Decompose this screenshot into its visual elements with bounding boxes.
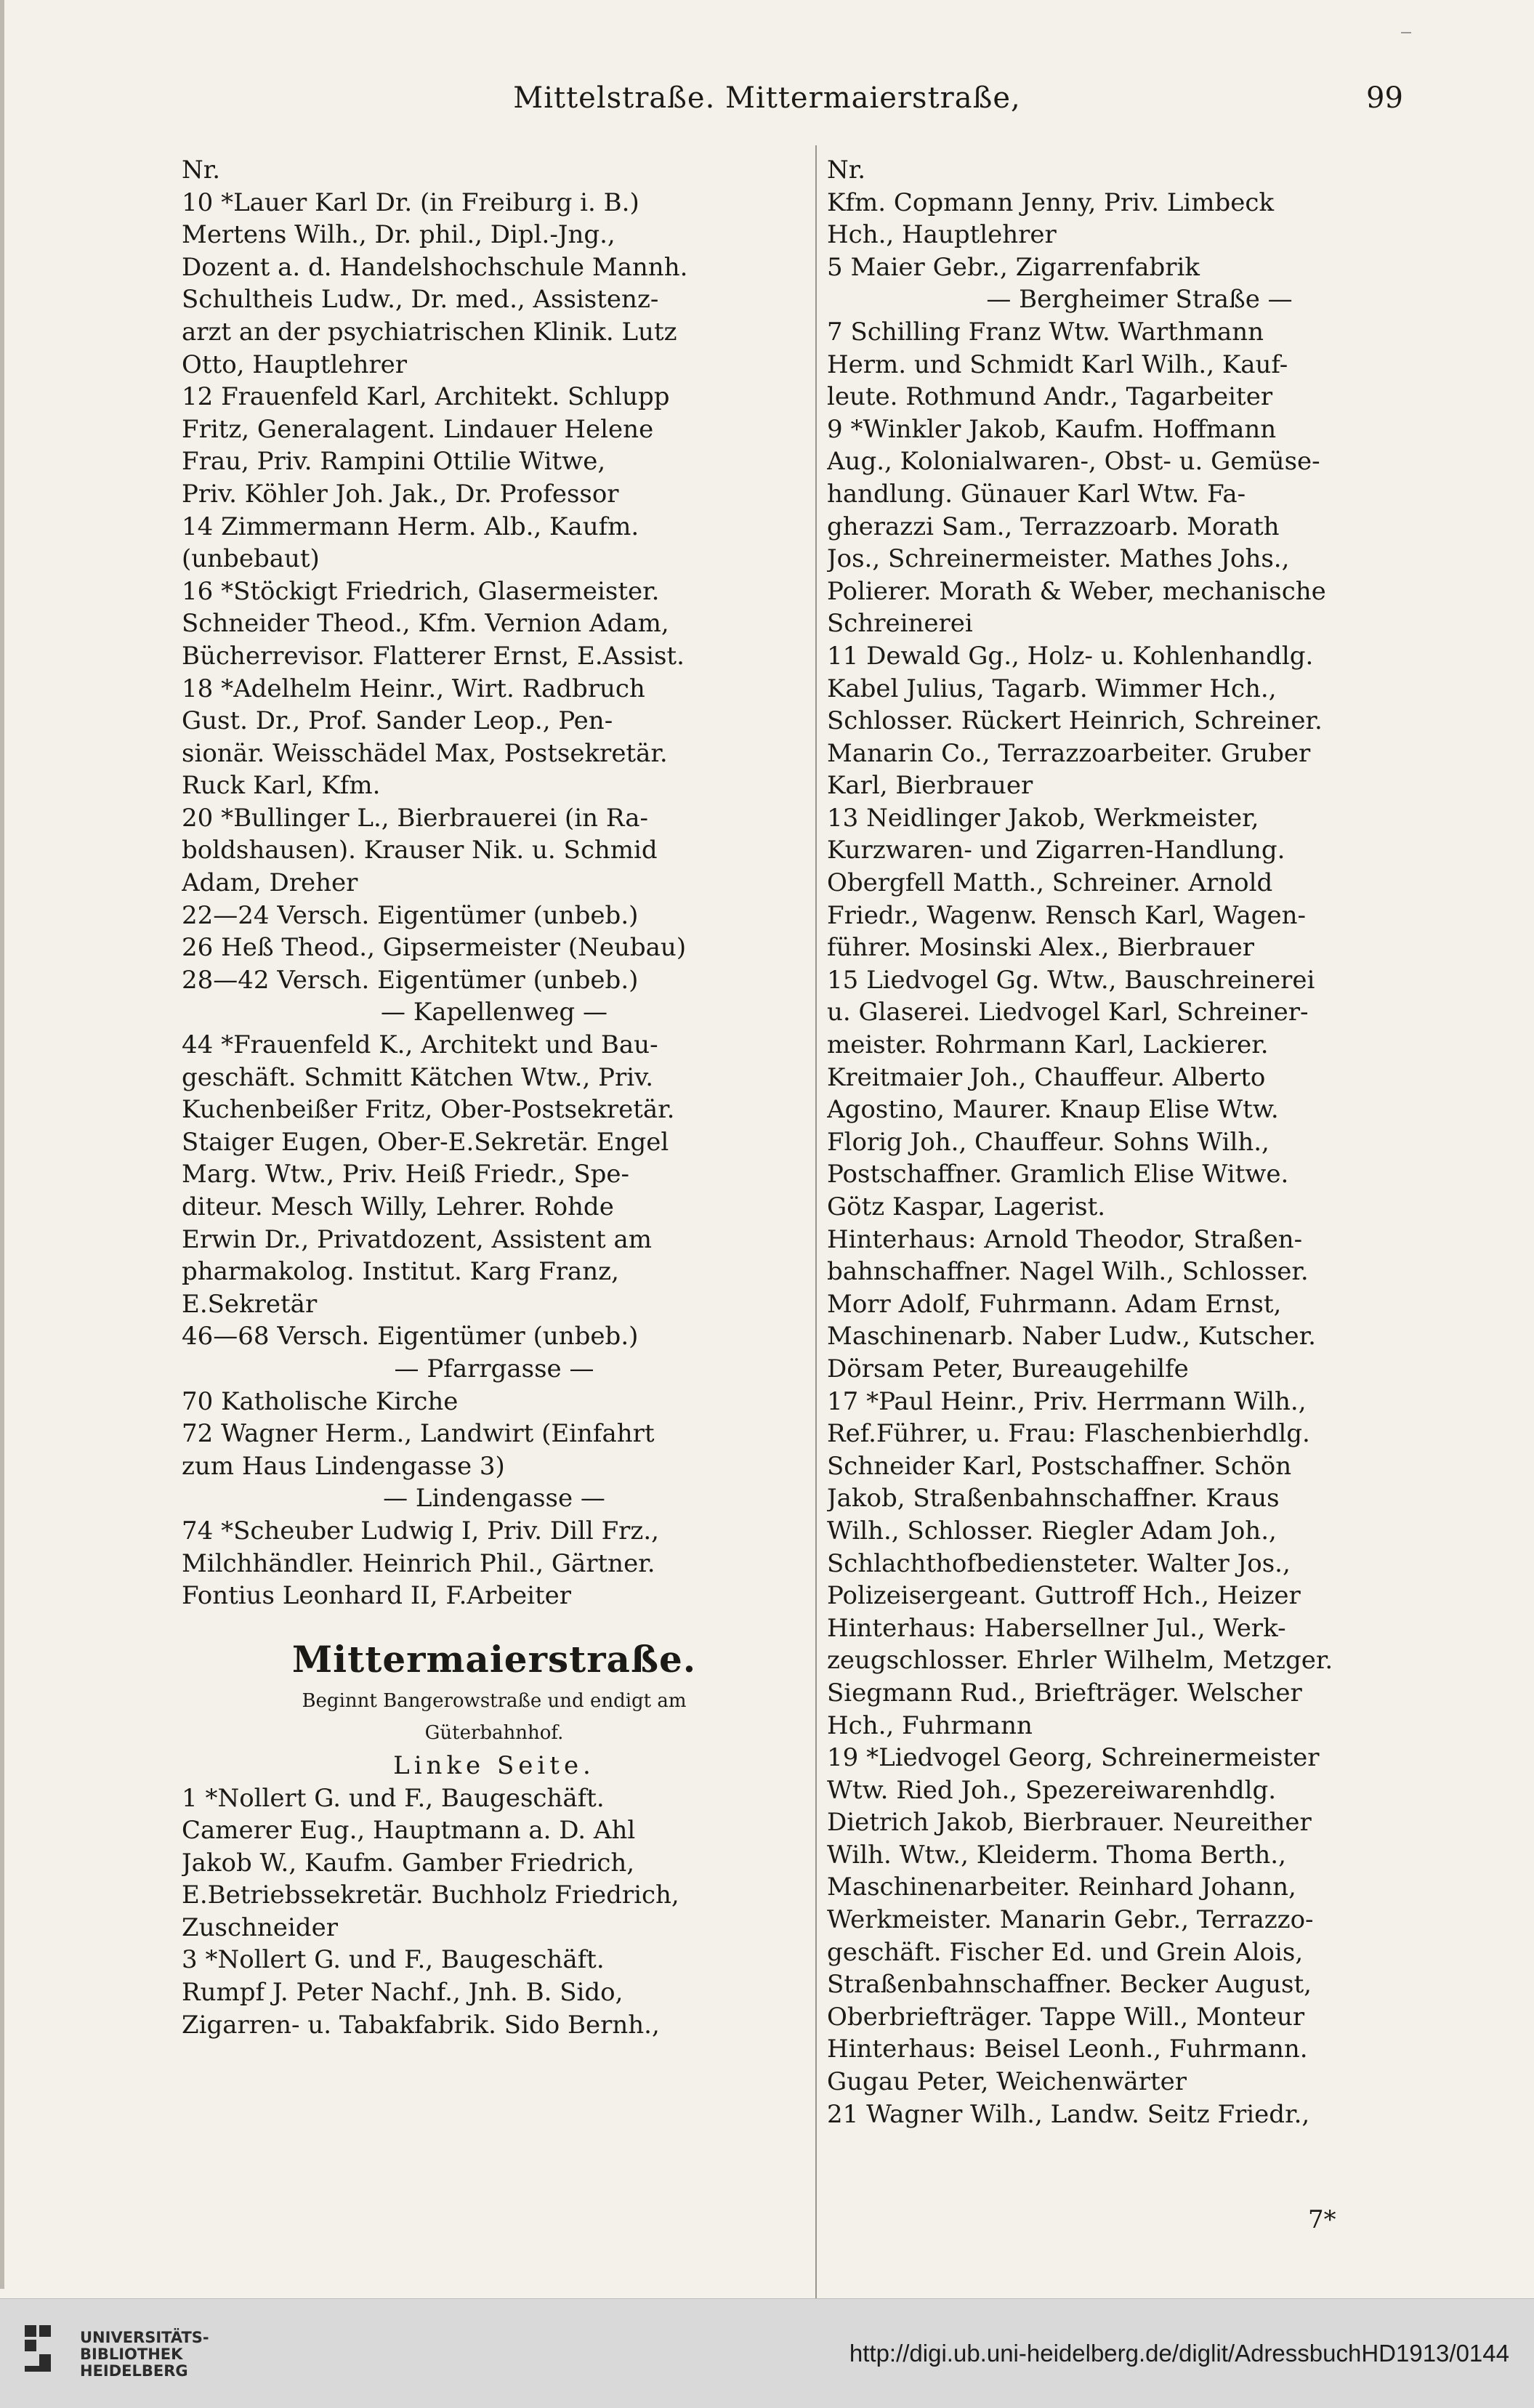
street-crossing: — Lindengasse —	[383, 1484, 605, 1514]
library-name-line: HEIDELBERG	[80, 2362, 188, 2380]
entry-line: 7 Schilling Franz Wtw. Warthmann	[827, 317, 1264, 347]
entry-line: 18 *Adelhelm Heinr., Wirt. Radbruch	[182, 674, 645, 703]
entry-line: Mertens Wilh., Dr. phil., Dipl.-Jng.,	[182, 220, 615, 250]
entry-line: geschäft. Schmitt Kätchen Wtw., Priv.	[182, 1062, 654, 1092]
scan-edge	[0, 0, 20, 2289]
entry-line: Rumpf J. Peter Nachf., Jnh. B. Sido,	[182, 1978, 623, 2008]
entry-line: 19 *Liedvogel Georg, Schreinermeister	[827, 1743, 1320, 1773]
street-crossing: — Kapellenweg —	[381, 998, 607, 1027]
entry-line: 9 *Winkler Jakob, Kaufm. Hoffmann	[827, 414, 1277, 444]
right-column	[827, 154, 1452, 2130]
entry-line: Hinterhaus: Habersellner Jul., Werk-	[827, 1613, 1286, 1643]
entry-line: Fritz, Generalagent. Lindauer Helene	[182, 414, 654, 444]
entry-line: 72 Wagner Herm., Landwirt (Einfahrt	[182, 1419, 655, 1449]
entry-line: diteur. Mesch Willy, Lehrer. Rohde	[182, 1192, 614, 1221]
entry-line: Bücherrevisor. Flatterer Ernst, E.Assist.	[182, 641, 685, 671]
entry-line: 11 Dewald Gg., Holz- u. Kohlenhandlg.	[827, 641, 1314, 671]
spacer	[182, 1612, 807, 1634]
entry-line: 16 *Stöckigt Friedrich, Glasermeister.	[182, 576, 660, 606]
entry-line: Manarin Co., Terrazzoarbeiter. Gruber	[827, 738, 1311, 768]
entry-line: Jos., Schreinermeister. Mathes Johs.,	[827, 544, 1290, 574]
entry-line: Straßenbahnschaffner. Becker August,	[827, 1970, 1312, 2000]
section-subtitle: Beginnt Bangerowstraße und endigt am	[302, 1689, 687, 1712]
side-heading: Linke Seite.	[393, 1750, 595, 1780]
entry-line: 26 Heß Theod., Gipsermeister (Neubau)	[182, 933, 687, 963]
scan-mark	[1401, 32, 1411, 33]
entry-line: Schultheis Ludw., Dr. med., Assistenz-	[182, 285, 659, 315]
entry-line: Dörsam Peter, Bureaugehilfe	[827, 1354, 1189, 1383]
entry-line: Herm. und Schmidt Karl Wilh., Kauf-	[827, 350, 1288, 379]
entry-line: Ref.Führer, u. Frau: Flaschenbierhdlg.	[827, 1419, 1310, 1449]
entry-line: meister. Rohrmann Karl, Lackierer.	[827, 1030, 1269, 1060]
entry-line: geschäft. Fischer Ed. und Grein Alois,	[827, 1937, 1304, 1967]
entry-line: Polizeisergeant. Guttroff Hch., Heizer	[827, 1581, 1301, 1611]
entry-line: Kuchenbeißer Fritz, Ober-Postsekretär.	[182, 1095, 675, 1125]
entry-line: Kabel Julius, Tagarb. Wimmer Hch.,	[827, 674, 1277, 703]
entry-line: Karl, Bierbrauer	[827, 771, 1033, 801]
entry-line: Frau, Priv. Rampini Ottilie Witwe,	[182, 447, 606, 477]
entry-line: Kfm. Copmann Jenny, Priv. Limbeck	[827, 187, 1275, 217]
column-heading: Nr.	[182, 155, 221, 185]
entry-line: Aug., Kolonialwaren-, Obst- u. Gemüse-	[827, 447, 1320, 477]
entry-line: Oberbriefträger. Tappe Will., Monteur	[827, 2002, 1305, 2032]
entry-line: Dozent a. d. Handelshochschule Mannh.	[182, 252, 688, 282]
entry-line: 46—68 Versch. Eigentümer (unbeb.)	[182, 1322, 639, 1352]
entry-line: Florig Joh., Chauffeur. Sohns Wilh.,	[827, 1127, 1269, 1157]
entry-line: u. Glaserei. Liedvogel Karl, Schreiner-	[827, 998, 1309, 1027]
entry-line: Ruck Karl, Kfm.	[182, 771, 381, 801]
entry-line: 10 *Lauer Karl Dr. (in Freiburg i. B.)	[182, 187, 639, 217]
entry-line: Götz Kaspar, Lagerist.	[827, 1192, 1106, 1221]
entry-line: Hch., Hauptlehrer	[827, 220, 1057, 250]
viewer-footer	[0, 2298, 1534, 2408]
street-crossing: — Pfarrgasse —	[394, 1354, 594, 1383]
entry-line: Erwin Dr., Privatdozent, Assistent am	[182, 1224, 652, 1254]
entry-line: Maschinenarbeiter. Reinhard Johann,	[827, 1872, 1296, 1902]
entry-line: Wtw. Ried Joh., Spezereiwarenhdlg.	[827, 1775, 1277, 1805]
entry-line: 12 Frauenfeld Karl, Architekt. Schlupp	[182, 382, 670, 412]
entry-line: Schneider Karl, Postschaffner. Schön	[827, 1451, 1292, 1481]
entry-line: Obergfell Matth., Schreiner. Arnold	[827, 868, 1273, 898]
entry-line: handlung. Günauer Karl Wtw. Fa-	[827, 479, 1246, 509]
library-name	[80, 2330, 209, 2380]
page-header	[0, 81, 1534, 125]
entry-line: 17 *Paul Heinr., Priv. Herrmann Wilh.,	[827, 1386, 1307, 1416]
library-name-line: BIBLIOTHEK	[80, 2346, 183, 2363]
entry-line: 44 *Frauenfeld K., Architekt und Bau-	[182, 1030, 658, 1060]
column-divider	[815, 145, 817, 2311]
entry-line: Schlachthofbediensteter. Walter Jos.,	[827, 1548, 1291, 1578]
entry-line: Zigarren- u. Tabakfabrik. Sido Bernh.,	[182, 2010, 660, 2040]
street-crossing: — Bergheimer Straße —	[986, 285, 1293, 315]
section-title: Mittermaierstraße.	[291, 1637, 697, 1681]
entry-line: E.Betriebssekretär. Buchholz Friedrich,	[182, 1880, 679, 1910]
entry-line: Schneider Theod., Kfm. Vernion Adam,	[182, 609, 669, 639]
column-heading: Nr.	[827, 155, 866, 185]
entry-line: 5 Maier Gebr., Zigarrenfabrik	[827, 252, 1200, 282]
entry-line: Staiger Eugen, Ober-E.Sekretär. Engel	[182, 1127, 669, 1157]
entry-line: Marg. Wtw., Priv. Heiß Friedr., Spe-	[182, 1160, 629, 1189]
entry-line: Priv. Köhler Joh. Jak., Dr. Professor	[182, 479, 619, 509]
running-title: Mittelstraße. Mittermaierstraße,	[513, 81, 1021, 115]
entry-line: Wilh. Wtw., Kleiderm. Thoma Berth.,	[827, 1840, 1286, 1870]
library-logo-icon	[25, 2325, 62, 2377]
entry-line: Maschinenarb. Naber Ludw., Kutscher.	[827, 1322, 1316, 1352]
entry-line: 74 *Scheuber Ludwig I, Priv. Dill Frz.,	[182, 1516, 659, 1546]
entry-line: Schreinerei	[827, 609, 973, 639]
entry-line: Schlosser. Rückert Heinrich, Schreiner.	[827, 706, 1323, 736]
entry-line: Fontius Leonhard II, F.Arbeiter	[182, 1581, 572, 1611]
entry-line: 13 Neidlinger Jakob, Werkmeister,	[827, 803, 1259, 833]
entry-line: Kurzwaren- und Zigarren-Handlung.	[827, 836, 1285, 865]
entry-line: Siegmann Rud., Briefträger. Welscher	[827, 1678, 1302, 1708]
entry-line: 21 Wagner Wilh., Landw. Seitz Friedr.,	[827, 2099, 1310, 2129]
entry-line: zeugschlosser. Ehrler Wilhelm, Metzger.	[827, 1646, 1333, 1676]
entry-line: (unbebaut)	[182, 544, 320, 574]
entry-line: Hch., Fuhrmann	[827, 1710, 1033, 1740]
entry-line: Gust. Dr., Prof. Sander Leop., Pen-	[182, 706, 613, 736]
entry-line: Morr Adolf, Fuhrmann. Adam Ernst,	[827, 1289, 1282, 1319]
signature-mark: 7*	[1308, 2205, 1336, 2234]
entry-line: Werkmeister. Manarin Gebr., Terrazzo-	[827, 1905, 1314, 1935]
entry-line: Jakob, Straßenbahnschaffner. Kraus	[827, 1484, 1280, 1514]
entry-line: arzt an der psychiatrischen Klinik. Lutz	[182, 317, 677, 347]
page-number: 99	[1366, 81, 1403, 115]
entry-line: führer. Mosinski Alex., Bierbrauer	[827, 933, 1255, 963]
entry-line: 15 Liedvogel Gg. Wtw., Bauschreinerei	[827, 965, 1315, 995]
entry-line: Jakob W., Kaufm. Gamber Friedrich,	[182, 1848, 635, 1878]
entry-line: zum Haus Lindengasse 3)	[182, 1451, 505, 1481]
entry-line: 22—24 Versch. Eigentümer (unbeb.)	[182, 900, 639, 930]
entry-line: Zuschneider	[182, 1912, 338, 1942]
entry-line: 1 *Nollert G. und F., Baugeschäft.	[182, 1783, 605, 1813]
entry-line: Camerer Eug., Hauptmann a. D. Ahl	[182, 1816, 636, 1846]
entry-line: Milchhändler. Heinrich Phil., Gärtner.	[182, 1548, 655, 1578]
entry-line: 20 *Bullinger L., Bierbrauerei (in Ra-	[182, 803, 648, 833]
entry-line: boldshausen). Krauser Nik. u. Schmid	[182, 836, 658, 865]
entry-line: gherazzi Sam., Terrazzoarb. Morath	[827, 512, 1280, 541]
entry-line: E.Sekretär	[182, 1289, 318, 1319]
entry-line: leute. Rothmund Andr., Tagarbeiter	[827, 382, 1273, 412]
entry-line: sionär. Weisschädel Max, Postsekretär.	[182, 738, 668, 768]
entry-line: Hinterhaus: Arnold Theodor, Straßen-	[827, 1224, 1303, 1254]
source-url-link[interactable]: http://digi.ub.uni-heidelberg.de/diglit/AdressbuchHD1913/0144	[849, 2340, 1509, 2367]
entry-line: Kreitmaier Joh., Chauffeur. Alberto	[827, 1062, 1266, 1092]
entry-line: 28—42 Versch. Eigentümer (unbeb.)	[182, 965, 639, 995]
entry-line: Hinterhaus: Beisel Leonh., Fuhrmann.	[827, 2035, 1308, 2064]
entry-line: Wilh., Schlosser. Riegler Adam Joh.,	[827, 1516, 1277, 1546]
entry-line: Agostino, Maurer. Knaup Elise Wtw.	[827, 1095, 1279, 1125]
entry-line: 70 Katholische Kirche	[182, 1386, 459, 1416]
entry-line: Postschaffner. Gramlich Elise Witwe.	[827, 1160, 1289, 1189]
entry-line: pharmakolog. Institut. Karg Franz,	[182, 1257, 619, 1287]
entry-line: Adam, Dreher	[182, 868, 358, 898]
entry-line: Otto, Hauptlehrer	[182, 350, 408, 379]
section-subtitle: Güterbahnhof.	[424, 1722, 564, 1745]
entry-line: Dietrich Jakob, Bierbrauer. Neureither	[827, 1808, 1312, 1838]
entry-line: Gugau Peter, Weichenwärter	[827, 2067, 1187, 2097]
entry-line: Polierer. Morath & Weber, mechanische	[827, 576, 1326, 606]
left-column	[182, 154, 807, 2041]
entry-line: Friedr., Wagenw. Rensch Karl, Wagen-	[827, 900, 1307, 930]
entry-line: 3 *Nollert G. und F., Baugeschäft.	[182, 1945, 605, 1975]
entry-line: bahnschaffner. Nagel Wilh., Schlosser.	[827, 1257, 1309, 1287]
entry-line: 14 Zimmermann Herm. Alb., Kaufm.	[182, 512, 639, 541]
library-name-line: UNIVERSITÄTS-	[80, 2329, 209, 2346]
